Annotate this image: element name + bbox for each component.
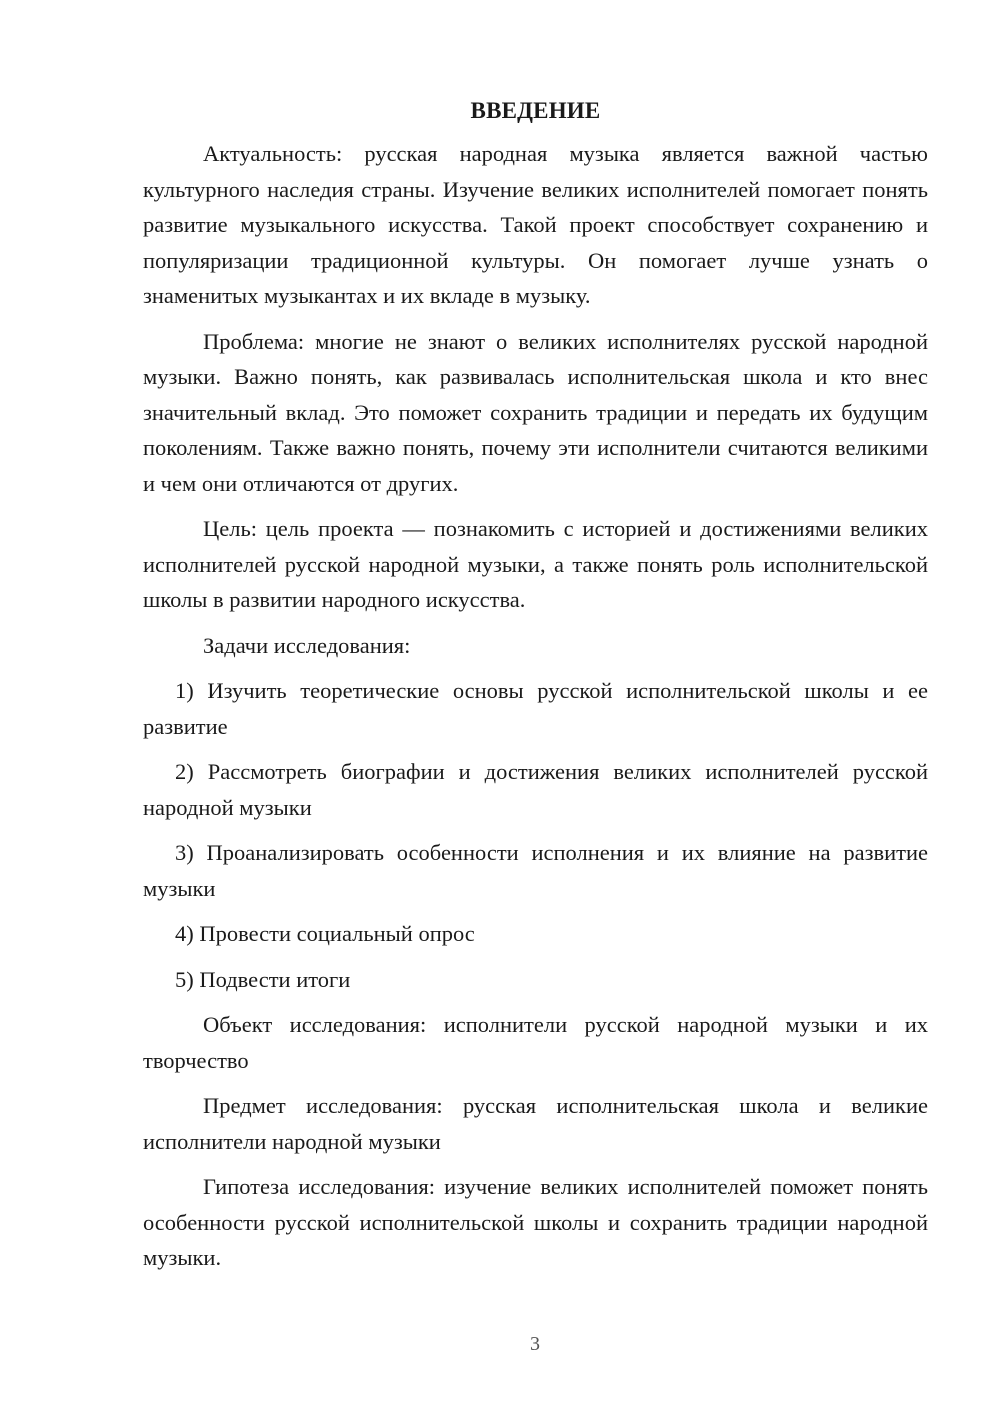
research-object-paragraph: Объект исследования: исполнители русской народной музыки и их творчество <box>143 1012 928 1073</box>
goal-paragraph: Цель: цель проекта — познакомить с историей и достижениями великих исполнителей русской народной музыки, а также понять роль исполнительской школы в развитии народного искусства. <box>143 516 928 612</box>
task-item: 4) Провести социальный опрос <box>175 921 475 946</box>
problem-paragraph: Проблема: многие не знают о великих исполнителях русской народной музыки. Важно понять, как развивалась исполнительская школа и кто внес значительный вклад. Это поможет сохранить традиции и передать их будущим поколениям. Также важно понять, почему эти исполнители считаются великими и чем они отличаются от других. <box>143 328 928 496</box>
task-item: 1) Изучить теоретические основы русской исполнительской школы и ее развитие <box>143 678 928 739</box>
page-title: ВВЕДЕНИЕ <box>470 98 601 123</box>
page-number: 3 <box>530 1333 540 1355</box>
task-item: 5) Подвести итоги <box>175 966 351 992</box>
tasks-header: Задачи исследования: <box>203 632 411 658</box>
task-item: 2) Рассмотреть биографии и достижения великих исполнителей русской народной музыки <box>143 759 928 820</box>
research-subject-paragraph: Предмет исследования: русская исполнительская школа и великие исполнители народной музыки <box>143 1093 928 1154</box>
task-item: 3) Проанализировать особенности исполнения и их влияние на развитие музыки <box>143 840 928 901</box>
relevance-paragraph: Актуальность: русская народная музыка является важной частью культурного наследия страны. Изучение великих исполнителей помогает понять развитие музыкального искусства. Такой проект способствует сохранению и популяризации традиционной культуры. Он помогает лучше узнать о знаменитых музыкантах и их вкладе в музыку. <box>143 141 928 308</box>
research-hypothesis-paragraph: Гипотеза исследования: изучение великих исполнителей поможет понять особенности русской исполнительской школы и сохранить традиции народной музыки. <box>143 1174 928 1270</box>
document-page <box>143 96 928 1286</box>
tasks-list <box>143 673 928 997</box>
